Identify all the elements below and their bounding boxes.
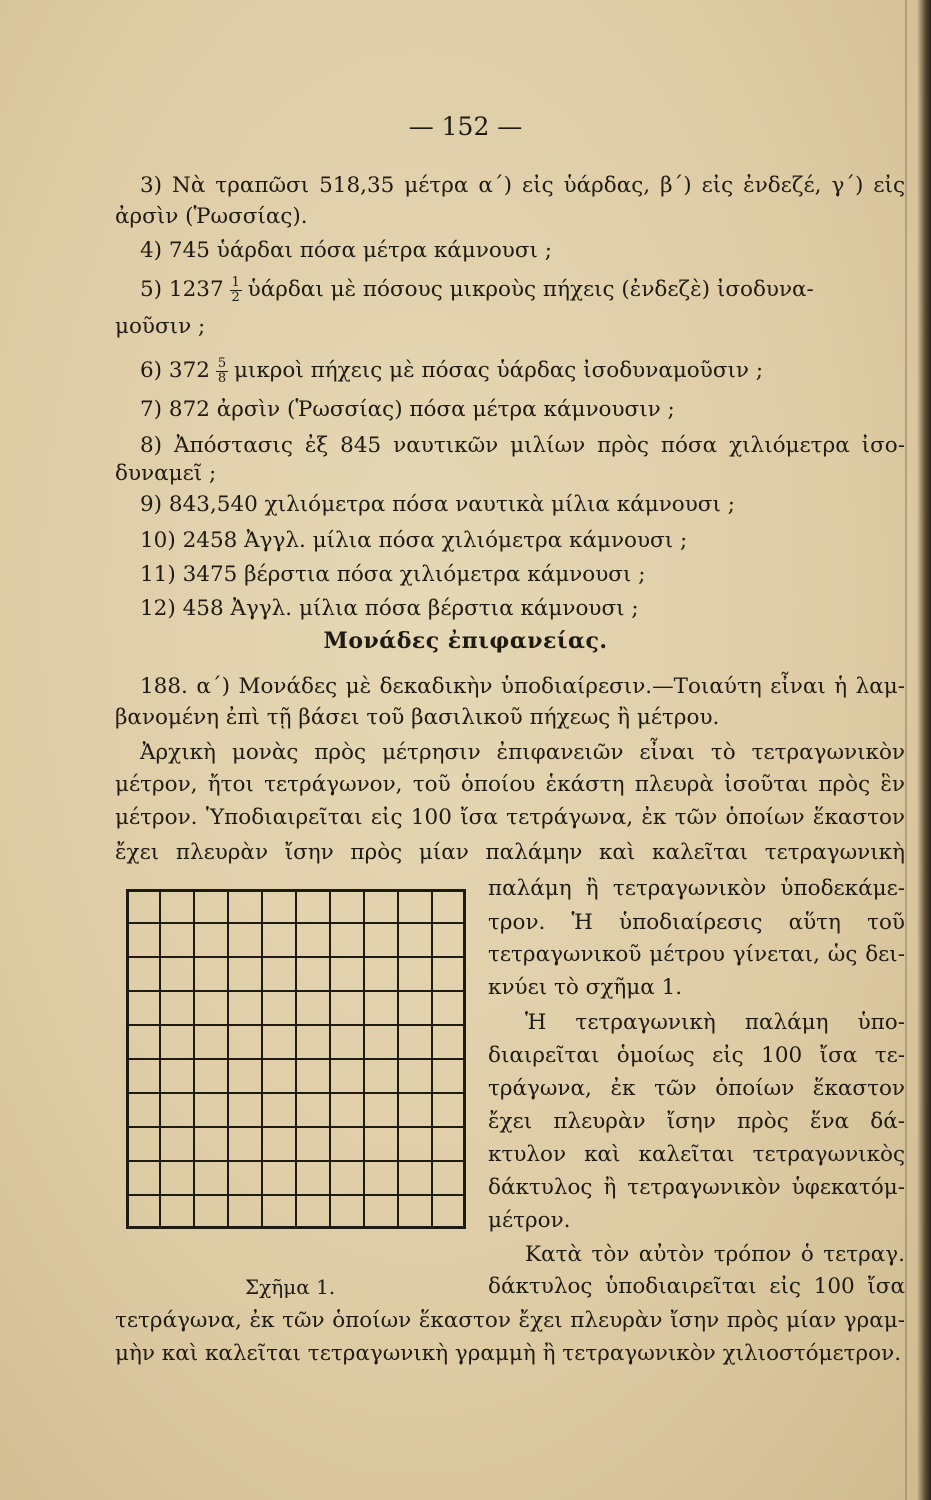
fraction-numerator: 1 xyxy=(231,274,240,290)
page-number: — 152 — xyxy=(408,112,523,141)
column-line-8: ἔχει πλευρὰν ἴσην πρὸς ἕνα δά- xyxy=(488,1109,905,1134)
fraction-one-half xyxy=(230,274,242,305)
exercise-12: 12) 458 Ἀγγλ. μίλια πόσα βέρστια κάμνουσι ; xyxy=(140,596,639,621)
column-line-3: τετραγωνικοῦ μέτρου γίνεται, ὡς δει- xyxy=(488,942,905,967)
page-edge-line xyxy=(905,0,907,1500)
exercise-5-text: ὑάρδαι μὲ πόσους μικροὺς πήχεις (ἐνδεζὲ) ἰσοδυνα- xyxy=(247,277,814,302)
exercise-6-number: 6) 372 xyxy=(140,358,210,383)
column-line-6: διαιρεῖται ὁμοίως εἰς 100 ἴσα τε- xyxy=(488,1043,905,1068)
exercise-3-line-1: 3) Νὰ τραπῶσι 518,35 μέτρα α΄) εἰς ὑάρδας, β΄) εἰς ἐνδεζέ, γ΄) εἰς xyxy=(140,173,905,198)
figure-caption: Σχῆμα 1. xyxy=(245,1275,336,1299)
column-line-11: μέτρον. xyxy=(488,1208,571,1233)
page-edge-shadow xyxy=(917,0,931,1500)
exercise-5-number: 5) 1237 xyxy=(140,277,224,302)
exercise-11: 11) 3475 βέρστια πόσα χιλιόμετρα κάμνουσι ; xyxy=(140,562,646,587)
section-heading: Μονάδες ἐπιφανείας. xyxy=(323,628,608,654)
paragraph-188-line-2: βανομένη ἐπὶ τῇ βάσει τοῦ βασιλικοῦ πήχεως ἢ μέτρου. xyxy=(115,705,720,730)
exercise-8-line-1: 8) Ἀπόστασις ἐξ 845 ναυτικῶν μιλίων πρὸς πόσα χιλιόμετρα ἰσο- xyxy=(140,433,905,458)
closing-line-1: τετράγωνα, ἐκ τῶν ὁποίων ἕκαστον ἔχει πλευρὰν ἴσην πρὸς μίαν γραμ- xyxy=(115,1308,905,1333)
exercise-6 xyxy=(140,356,905,386)
exercise-10: 10) 2458 Ἀγγλ. μίλια πόσα χιλιόμετρα κάμνουσι ; xyxy=(140,528,688,553)
closing-line-2: μὴν καὶ καλεῖται τετραγωνικὴ γραμμὴ ἢ τετραγωνικὸν χιλιοστόμετρον. xyxy=(115,1341,902,1366)
paragraph-188-line-1: 188. α΄) Μονάδες μὲ δεκαδικὴν ὑποδιαίρεσιν.—Τοιαύτη εἶναι ἡ λαμ- xyxy=(140,674,905,699)
exercise-3-line-2: ἀρσὶν (Ῥωσσίας). xyxy=(115,204,308,229)
exercise-6-text: μικροὶ πήχεις μὲ πόσας ὑάρδας ἰσοδυναμοῦσιν ; xyxy=(233,358,764,383)
exercise-9: 9) 843,540 χιλιόμετρα πόσα ναυτικὰ μίλια κάμνουσι ; xyxy=(140,492,735,517)
fraction-five-eighths xyxy=(216,355,228,386)
square-meter-grid-figure xyxy=(126,889,466,1229)
paragraph-2-line-3: μέτρον. Ὑποδιαιρεῖται εἰς 100 ἴσα τετράγωνα, ἐκ τῶν ὁποίων ἕκαστον xyxy=(115,805,905,830)
column-line-5: Ἡ τετραγωνικὴ παλάμη ὑπο- xyxy=(525,1010,905,1035)
column-line-13: δάκτυλος ὑποδιαιρεῖται εἰς 100 ἴσα xyxy=(488,1274,905,1299)
column-line-1: παλάμη ἢ τετραγωνικὸν ὑποδεκάμε- xyxy=(488,876,905,901)
paragraph-2-line-1: Ἀρχικὴ μονὰς πρὸς μέτρησιν ἐπιφανειῶν εἶναι τὸ τετραγωνικὸν xyxy=(140,740,905,765)
paragraph-2-line-4: ἔχει πλευρὰν ἴσην πρὸς μίαν παλάμην καὶ καλεῖται τετραγωνικὴ xyxy=(115,840,905,865)
column-line-9: κτυλον καὶ καλεῖται τετραγωνικὸς xyxy=(488,1142,905,1167)
column-line-10: δάκτυλος ἢ τετραγωνικὸν ὑφεκατόμ- xyxy=(488,1175,905,1200)
column-line-12: Κατὰ τὸν αὐτὸν τρόπον ὁ τετραγ. xyxy=(525,1242,905,1267)
exercise-5-line-2: μοῦσιν ; xyxy=(115,314,206,339)
exercise-8-line-2: δυναμεῖ ; xyxy=(115,461,217,486)
paragraph-2-line-2: μέτρον, ἤτοι τετράγωνον, τοῦ ὁποίου ἑκάστη πλευρὰ ἰσοῦται πρὸς ἓν xyxy=(115,772,905,797)
exercise-7: 7) 872 ἀρσὶν (Ῥωσσίας) πόσα μέτρα κάμνουσιν ; xyxy=(140,397,675,422)
exercise-5-line-1 xyxy=(140,275,905,305)
fraction-denominator: 2 xyxy=(231,289,240,305)
exercise-4: 4) 745 ὑάρδαι πόσα μέτρα κάμνουσι ; xyxy=(140,238,553,263)
column-line-4: κνύει τὸ σχῆμα 1. xyxy=(488,975,683,1000)
fraction-denominator: 8 xyxy=(217,370,227,386)
column-line-7: τράγωνα, ἐκ τῶν ὁποίων ἕκαστον xyxy=(488,1076,905,1101)
column-line-2: τρον. Ἡ ὑποδιαίρεσις αὕτη τοῦ xyxy=(488,910,905,935)
fraction-numerator: 5 xyxy=(217,355,227,371)
